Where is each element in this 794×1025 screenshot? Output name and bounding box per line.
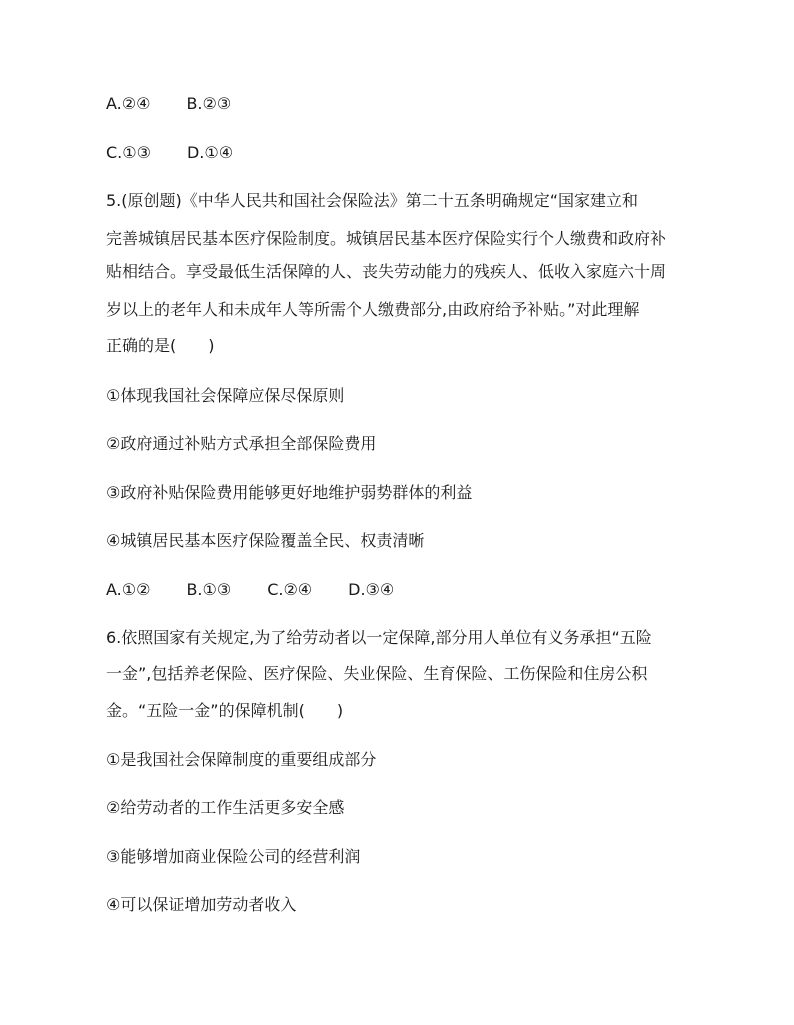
q4-option-c[interactable]: C.①③ [106,143,151,162]
q6-statement-3: ③能够增加商业保险公司的经营利润 [106,847,361,866]
q5-option-c[interactable]: C.②④ [267,580,313,599]
q5-stem-line-3: 贴相结合。享受最低生活保障的人、丧失劳动能力的残疾人、低收入家庭六十周 [106,262,667,281]
q4-options-row-2 [106,143,233,163]
q5-options-row [106,580,394,600]
q6-statement-1: ①是我国社会保障制度的重要组成部分 [106,750,377,769]
q6-statement-4: ④可以保证增加劳动者收入 [106,895,297,914]
q5-option-d[interactable]: D.③④ [348,580,395,599]
q6-stem-line-1: 6.依照国家有关规定,为了给劳动者以一定保障,部分用人单位有义务承担“五险 [106,628,652,647]
q6-statement-2: ②给劳动者的工作生活更多安全感 [106,798,345,817]
q6-stem-line-2: 一金”,包括养老保险、医疗保险、失业保险、生育保险、工伤保险和住房公积 [106,664,648,683]
q5-statement-2: ②政府通过补贴方式承担全部保险费用 [106,434,377,453]
q4-option-a[interactable]: A.②④ [106,94,151,113]
q5-stem-line-4: 岁以上的老年人和未成年人等所需个人缴费部分,由政府给予补贴。”对此理解 [106,300,640,319]
q5-statement-4: ④城镇居民基本医疗保险覆盖全民、权责清晰 [106,531,425,550]
q5-option-b[interactable]: B.①③ [186,580,232,599]
q4-option-b[interactable]: B.②③ [186,94,232,113]
q5-stem-line-2: 完善城镇居民基本医疗保险制度。城镇居民基本医疗保险实行个人缴费和政府补 [106,229,667,248]
q5-statement-3: ③政府补贴保险费用能够更好地维护弱势群体的利益 [106,483,473,502]
q4-options-row-1 [106,94,231,114]
q5-statement-1: ①体现我国社会保障应保尽保原则 [106,386,345,405]
q5-option-a[interactable]: A.①② [106,580,151,599]
q4-option-d[interactable]: D.①④ [186,143,234,162]
q6-stem-line-3: 金。“五险一金”的保障机制( ) [106,701,344,720]
q5-stem-line-5: 正确的是( ) [106,336,215,355]
q5-stem-line-1: 5.(原创题)《中华人民共和国社会保险法》第二十五条明确规定“国家建立和 [106,191,639,210]
